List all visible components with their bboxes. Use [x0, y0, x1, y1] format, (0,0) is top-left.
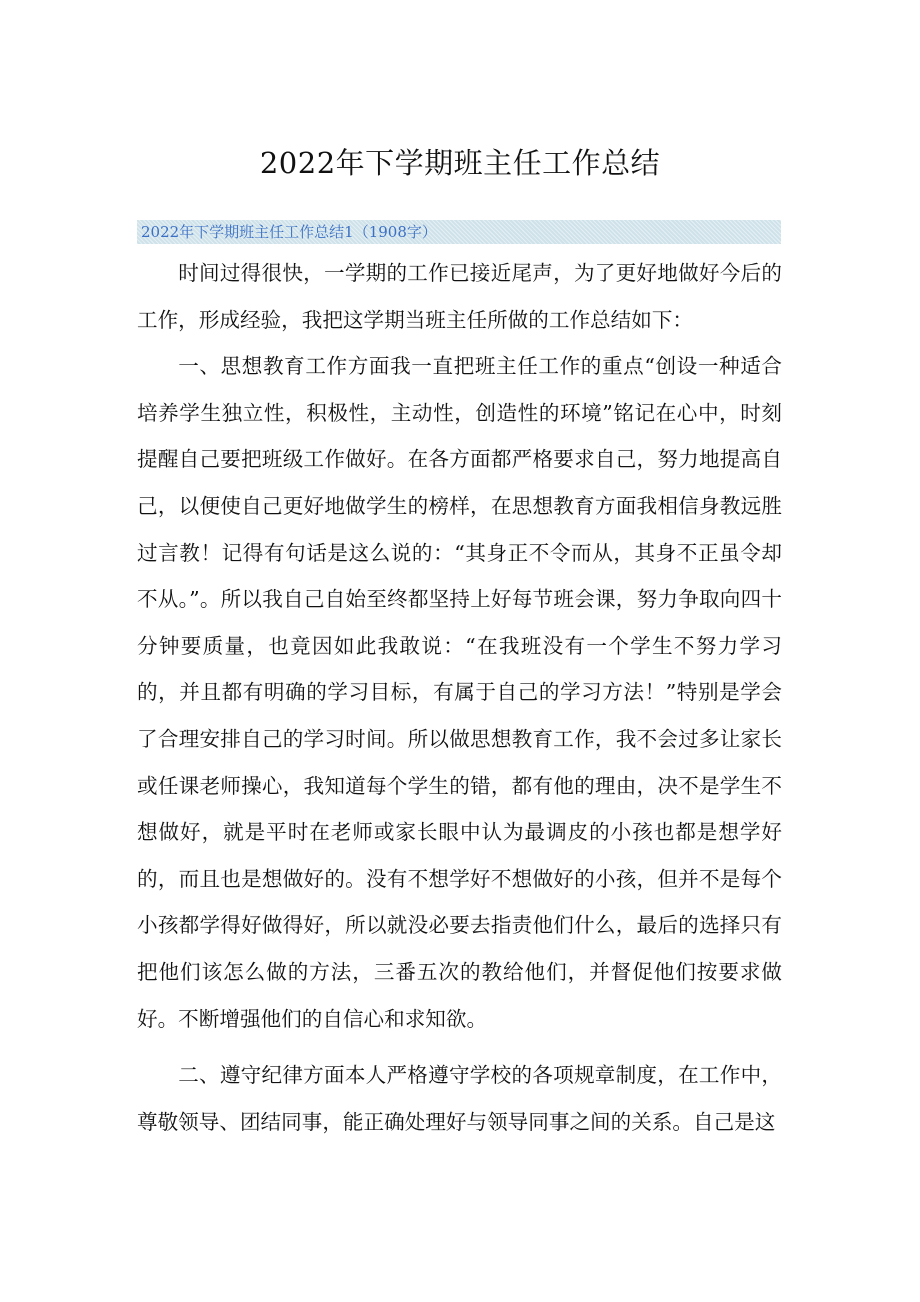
section-heading-link[interactable]: 2022年下学期班主任工作总结1（1908字） — [137, 220, 781, 244]
paragraph-ideological-education: 一、思想教育工作方面我一直把班主任工作的重点“创设一种适合培养学生独立性，积极性，主动性，创造性的环境”铭记在心中，时刻提醒自己要把班级工作做好。在各方面都严格要求自己，努力地提高自己，以便使自己更好地做学生的榜样，在思想教育方面我相信身教远胜过言教！记得有句话是这么说的：“其身正不令而从，其身不正虽令却不从。”。所以我自己自始至终都坚持上好每节班会课，努力争取向四十分钟要质量，也竟因如此我敢说：“在我班没有一个学生不努力学习的，并且都有明确的学习目标，有属于自己的学习方法！”特别是学会了合理安排自己的学习时间。所以做思想教育工作，我不会过多让家长或任课老师操心，我知道每个学生的错，都有他的理由，决不是学生不想做好，就是平时在老师或家长眼中认为最调皮的小孩也都是想学好的，而且也是想做好的。没有不想学好不想做好的小孩，但并不是每个小孩都学得好做得好，所以就没必要去指责他们什么，最后的选择只有把他们该怎么做的方法，三番五次的教给他们，并督促他们按要求做好。不断增强他们的自信心和求知欲。 — [137, 354, 782, 1031]
document-body — [137, 250, 782, 1145]
document-title: 2022年下学期班主任工作总结 — [259, 146, 661, 180]
paragraph-discipline: 二、遵守纪律方面本人严格遵守学校的各项规章制度，在工作中，尊敬领导、团结同事，能正确处理好与领导同事之间的关系。自己是这 — [137, 1063, 782, 1134]
paragraph-intro: 时间过得很快，一学期的工作已接近尾声，为了更好地做好今后的工作，形成经验，我把这学期当班主任所做的工作总结如下： — [137, 261, 782, 332]
